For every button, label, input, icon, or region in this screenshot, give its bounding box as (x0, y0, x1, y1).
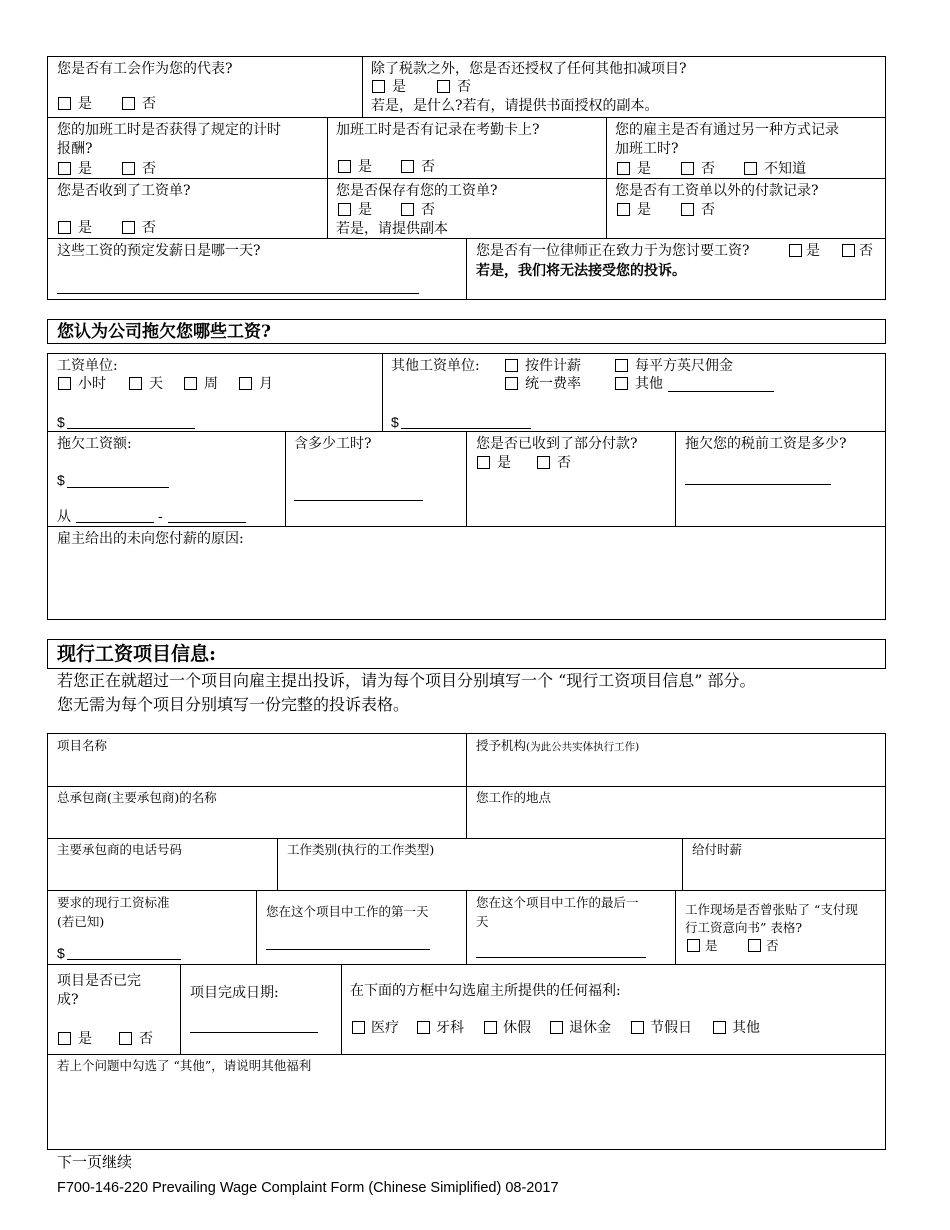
sq-ft-commission-label: 每平方英尺佣金 (635, 358, 733, 374)
section3-intro-line1: 若您正在就超过一个项目向雇主提出投诉，请为每个项目分别填写一个 “现行工资项目信息” 部分。 (57, 671, 756, 690)
partial-payment-no-label: 否 (557, 455, 571, 471)
benefit-vacation-label: 休假 (503, 1020, 531, 1036)
deductions-no-checkbox[interactable] (437, 80, 450, 93)
overtime-other-question-cont: 加班工时? (615, 141, 679, 157)
overtime-other-yes-checkbox[interactable] (617, 162, 630, 175)
work-type-field[interactable] (282, 860, 678, 888)
deductions-note: 若是，是什么?若有，请提供书面授权的副本。 (371, 98, 659, 114)
owed-from-date-line[interactable] (76, 522, 154, 523)
overtime-paid-yes-label: 是 (78, 161, 92, 177)
paystub-received-yes-checkbox[interactable] (58, 221, 71, 234)
overtime-recorded-no-checkbox[interactable] (401, 160, 414, 173)
poster-yes-label: 是 (705, 938, 718, 953)
lawyer-note: 若是，我们将无法接受您的投诉。 (476, 263, 686, 279)
awarding-agency-title: 授予机构 (476, 738, 527, 753)
project-complete-no-checkbox[interactable] (119, 1032, 132, 1045)
section3-title: 现行工资项目信息: (57, 643, 217, 665)
required-rate-dollar: $ (57, 945, 65, 961)
overtime-other-no-checkbox[interactable] (681, 162, 694, 175)
hours-included-label: 含多少工时? (294, 436, 372, 452)
wage-unit-month-label: 月 (259, 376, 273, 392)
benefit-holidays-label: 节假日 (650, 1020, 692, 1036)
project-name-field[interactable] (52, 756, 462, 784)
wage-unit-day-label: 天 (149, 376, 163, 392)
wage-unit-week-checkbox[interactable] (184, 377, 197, 390)
continued-note: 下一页继续 (57, 1153, 133, 1171)
wage-unit-dollar: $ (57, 414, 65, 430)
completion-date-label: 项目完成日期: (190, 985, 279, 1001)
paystub-kept-no-checkbox[interactable] (401, 203, 414, 216)
deductions-question: 除了税款之外，您是否还授权了任何其他扣减项目? (371, 61, 687, 77)
paystub-received-no-checkbox[interactable] (122, 221, 135, 234)
overtime-paid-no-label: 否 (142, 161, 156, 177)
owed-date-dash: - (158, 509, 163, 525)
prime-contractor-name-field[interactable] (52, 808, 462, 836)
work-type-label: 工作类别(执行的工作类型) (287, 842, 435, 857)
benefit-vacation-checkbox[interactable] (484, 1021, 497, 1034)
work-location-field[interactable] (471, 808, 881, 836)
benefit-dental-checkbox[interactable] (417, 1021, 430, 1034)
other-benefits-label: 若上个问题中勾选了 “其他”，请说明其他福利 (57, 1058, 312, 1073)
piece-rate-checkbox[interactable] (505, 359, 518, 372)
payday-question: 这些工资的预定发薪日是哪一天? (57, 243, 261, 259)
paystub-received-question: 您是否收到了工资单? (57, 183, 191, 199)
benefit-pension-label: 退休金 (569, 1020, 611, 1036)
lawyer-question: 您是否有一位律师正在致力于为您讨要工资? (476, 243, 750, 259)
owed-amount-dollar: $ (57, 472, 65, 488)
last-day-label-cont: 天 (476, 914, 489, 929)
overtime-paid-question: 您的加班工时是否获得了规定的计时 (57, 122, 281, 138)
section2-title: 您认为公司拖欠您哪些工资? (57, 322, 271, 342)
overtime-other-question: 您的雇主是否有通过另一种方式记录 (615, 122, 839, 138)
partial-payment-yes-label: 是 (497, 455, 511, 471)
wage-unit-week-label: 周 (204, 376, 218, 392)
project-name-label: 项目名称 (57, 738, 108, 753)
overtime-paid-yes-checkbox[interactable] (58, 162, 71, 175)
awarding-agency-note: (为此公共实体执行工作) (526, 741, 640, 753)
lawyer-no-checkbox[interactable] (842, 244, 855, 257)
union-question: 您是否有工会作为您的代表? (57, 61, 233, 77)
awarding-agency-field[interactable] (471, 756, 881, 784)
lawyer-yes-checkbox[interactable] (789, 244, 802, 257)
benefit-pension-checkbox[interactable] (550, 1021, 563, 1034)
poster-yes-checkbox[interactable] (687, 939, 700, 952)
paystub-copy-note: 若是，请提供副本 (336, 221, 448, 237)
deductions-yes-checkbox[interactable] (372, 80, 385, 93)
other-payment-no-checkbox[interactable] (681, 203, 694, 216)
union-yes-checkbox[interactable] (58, 97, 71, 110)
paystub-received-yes-label: 是 (78, 220, 92, 236)
wage-unit-amount-line[interactable] (67, 428, 195, 429)
project-complete-no-label: 否 (139, 1031, 153, 1047)
completion-date-line[interactable] (190, 1032, 318, 1033)
deductions-yes-label: 是 (392, 79, 406, 95)
paystub-kept-question: 您是否保存有您的工资单? (336, 183, 498, 199)
partial-payment-question: 您是否已收到了部分付款? (476, 436, 638, 452)
poster-no-label: 否 (766, 938, 779, 953)
required-rate-line[interactable] (67, 959, 181, 960)
union-no-checkbox[interactable] (122, 97, 135, 110)
owed-from-label: 从 (57, 509, 71, 525)
overtime-other-no-label: 否 (701, 161, 715, 177)
project-complete-question: 项目是否已完 (57, 973, 141, 989)
prime-contractor-phone-label: 主要承包商的电话号码 (57, 842, 183, 857)
required-rate-note: (若已知) (57, 914, 105, 929)
awarding-agency-label (476, 736, 639, 757)
first-day-line[interactable] (266, 949, 430, 950)
other-wage-unit-label: 其他工资单位: (391, 358, 480, 374)
wage-unit-month-checkbox[interactable] (239, 377, 252, 390)
overtime-paid-no-checkbox[interactable] (122, 162, 135, 175)
other-payment-yes-label: 是 (637, 202, 651, 218)
deductions-no-label: 否 (457, 79, 471, 95)
other-unit-checkbox[interactable] (615, 377, 628, 390)
owed-to-date-line[interactable] (168, 522, 246, 523)
benefits-question: 在下面的方框中勾选雇主所提供的任何福利: (350, 983, 621, 999)
overtime-recorded-no-label: 否 (421, 159, 435, 175)
last-day-label: 您在这个项目中工作的最后一 (476, 895, 639, 910)
wage-unit-label: 工资单位: (57, 358, 118, 374)
paystub-kept-yes-checkbox[interactable] (338, 203, 351, 216)
project-complete-question-cont: 成? (57, 992, 79, 1008)
flat-rate-checkbox[interactable] (505, 377, 518, 390)
overtime-recorded-question: 加班工时是否有记录在考勤卡上? (336, 122, 540, 138)
other-payment-no-label: 否 (701, 202, 715, 218)
sq-ft-commission-checkbox[interactable] (615, 359, 628, 372)
flat-rate-label: 统一费率 (525, 376, 581, 392)
overtime-other-yes-label: 是 (637, 161, 651, 177)
partial-payment-yes-checkbox[interactable] (477, 456, 490, 469)
required-rate-label: 要求的现行工资标准 (57, 895, 170, 910)
paystub-kept-no-label: 否 (421, 202, 435, 218)
benefit-other-checkbox[interactable] (713, 1021, 726, 1034)
benefit-other-label: 其他 (732, 1020, 760, 1036)
lawyer-no-label: 否 (859, 243, 873, 259)
paystub-kept-yes-label: 是 (358, 202, 372, 218)
other-unit-line[interactable] (668, 391, 774, 392)
employer-reason-label: 雇主给出的未向您付薪的原因: (57, 531, 244, 547)
other-payment-yes-checkbox[interactable] (617, 203, 630, 216)
work-location-label: 您工作的地点 (476, 790, 552, 805)
owed-amount-line[interactable] (67, 487, 169, 488)
section3-intro-line2: 您无需为每个项目分别填写一份完整的投诉表格。 (57, 695, 410, 714)
wage-unit-hour-checkbox[interactable] (58, 377, 71, 390)
other-unit-dollar: $ (391, 414, 399, 430)
benefit-dental-label: 牙科 (436, 1020, 464, 1036)
payday-input-line[interactable] (57, 293, 419, 294)
hourly-rate-field[interactable] (687, 860, 881, 888)
overtime-other-dontknow-checkbox[interactable] (744, 162, 757, 175)
gross-owed-line[interactable] (685, 484, 831, 485)
form-id: F700-146-220 Prevailing Wage Complaint Form (Chinese Simiplified) 08-2017 (57, 1180, 559, 1196)
paystub-received-no-label: 否 (142, 220, 156, 236)
project-complete-yes-checkbox[interactable] (58, 1032, 71, 1045)
project-complete-yes-label: 是 (78, 1031, 92, 1047)
other-benefits-field[interactable] (52, 1078, 880, 1146)
owed-amount-label: 拖欠工资额: (57, 436, 132, 452)
hours-included-line[interactable] (294, 500, 423, 501)
lawyer-yes-label: 是 (806, 243, 820, 259)
overtime-recorded-yes-label: 是 (358, 159, 372, 175)
prime-contractor-phone-field[interactable] (52, 860, 274, 888)
wage-unit-day-checkbox[interactable] (129, 377, 142, 390)
poster-question: 工作现场是否曾张贴了 “支付现 (685, 902, 858, 917)
other-unit-label: 其他 (635, 376, 663, 392)
overtime-recorded-yes-checkbox[interactable] (338, 160, 351, 173)
piece-rate-label: 按件计薪 (525, 358, 581, 374)
benefit-holidays-checkbox[interactable] (631, 1021, 644, 1034)
last-day-line[interactable] (476, 957, 646, 958)
overtime-other-dontknow-label: 不知道 (764, 161, 806, 177)
first-day-label: 您在这个项目中工作的第一天 (266, 904, 429, 919)
benefit-medical-checkbox[interactable] (352, 1021, 365, 1034)
wage-unit-hour-label: 小时 (78, 376, 106, 392)
gross-owed-question: 拖欠您的税前工资是多少? (685, 436, 847, 452)
overtime-paid-question-cont: 报酬? (57, 141, 93, 157)
prime-contractor-name-label: 总承包商(主要承包商)的名称 (57, 790, 217, 805)
union-yes-label: 是 (78, 96, 92, 112)
benefit-medical-label: 医疗 (371, 1020, 399, 1036)
other-payment-question: 您是否有工资单以外的付款记录? (615, 183, 819, 199)
poster-question-cont: 行工资意向书” 表格? (685, 920, 803, 935)
hourly-rate-label: 给付时薪 (692, 842, 743, 857)
partial-payment-no-checkbox[interactable] (537, 456, 550, 469)
poster-no-checkbox[interactable] (748, 939, 761, 952)
union-no-label: 否 (142, 96, 156, 112)
employer-reason-field[interactable] (52, 552, 880, 616)
other-unit-amount-line[interactable] (401, 428, 531, 429)
